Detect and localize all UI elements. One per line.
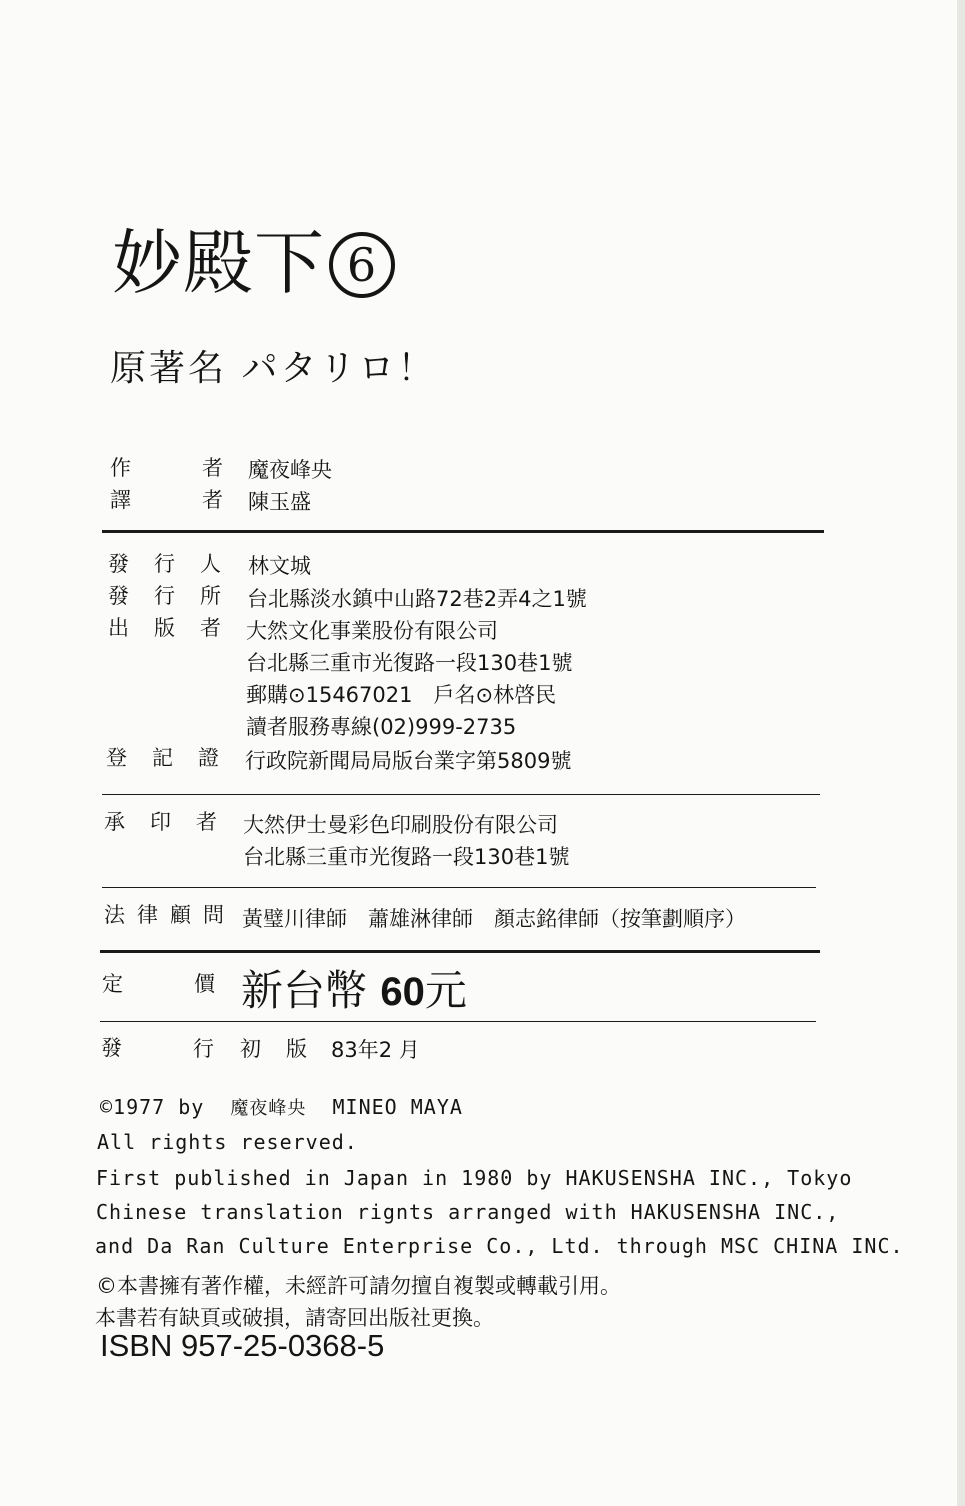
publisher-label-3: 者	[200, 616, 221, 640]
translation-rights: Chinese translation rignts arranged with HAKUSENSHA INC.,	[96, 1200, 840, 1224]
issuer-label-3: 人	[200, 552, 221, 576]
legal-counsel: 黃璧川律師 蕭雄淋律師 顏志銘律師（按筆劃順序）	[242, 907, 746, 931]
reader-hotline: 讀者服務專線(02)999-2735	[246, 715, 517, 739]
translator-name: 陳玉盛	[248, 490, 311, 514]
edition-date: 83年2 月	[331, 1038, 420, 1062]
isbn: ISBN 957-25-0368-5	[100, 1328, 385, 1363]
registration-label-2: 記	[152, 746, 173, 770]
publisher-name: 大然文化事業股份有限公司	[246, 619, 498, 643]
price-amount: 60	[380, 970, 425, 1014]
legal-label-2: 律	[137, 903, 158, 927]
divider-thick-2	[100, 950, 820, 953]
divider-thin-3	[100, 1021, 816, 1022]
printer-name: 大然伊士曼彩色印刷股份有限公司	[243, 813, 558, 837]
original-title: 原著名 パタリロ！	[110, 348, 437, 389]
registration-number: 行政院新聞局局版台業字第5809號	[245, 749, 572, 773]
rights-reserved: All rights reserved.	[97, 1130, 358, 1154]
title-main: 妙殿下	[112, 222, 325, 304]
printer-label-1: 承	[104, 810, 125, 834]
printer-label-2: 印	[150, 810, 171, 834]
first-published: First published in Japan in 1980 by HAKUSENSHA INC., Tokyo	[96, 1166, 853, 1190]
translator-label-a: 譯	[110, 488, 131, 512]
issuer-address: 台北縣淡水鎮中山路72巷2弄4之1號	[247, 587, 587, 611]
price-label-b: 價	[194, 972, 215, 996]
defect-notice: 本書若有缺頁或破損，請寄回出版社更換。	[95, 1306, 494, 1330]
issuer-label-1: 發	[108, 552, 129, 576]
copyright-line	[100, 1094, 463, 1120]
postal-order: 郵購⊙15467021 戶名⊙林啓民	[246, 683, 557, 707]
edition-label-a: 發	[101, 1036, 122, 1060]
publisher-label-1: 出	[108, 616, 129, 640]
issuer-name: 林文城	[248, 554, 311, 578]
book-title	[112, 222, 395, 304]
issuer-office-label-1: 發	[108, 584, 129, 608]
price-unit: 元	[424, 966, 467, 1015]
translator-label-b: 者	[202, 488, 223, 512]
legal-label-4: 問	[203, 903, 224, 927]
copyright-notice: ©本書擁有著作權，未經許可請勿擅自複製或轉載引用。	[96, 1274, 621, 1298]
volume-number: 6	[329, 232, 395, 298]
issuer-office-label-2: 行	[154, 584, 175, 608]
price-value	[241, 958, 467, 1018]
edition-label-2: 初	[240, 1037, 261, 1061]
printer-address: 台北縣三重市光復路一段130巷1號	[243, 845, 570, 869]
page-edge	[957, 0, 965, 1506]
registration-label-3: 證	[198, 746, 219, 770]
divider-thin-1	[102, 794, 820, 795]
divider-thin-2	[102, 887, 816, 888]
legal-label-1: 法	[104, 903, 125, 927]
author-name: 魔夜峰央	[248, 458, 332, 482]
issuer-label-2: 行	[154, 552, 175, 576]
printer-label-3: 者	[196, 810, 217, 834]
edition-label-1: 行	[193, 1037, 214, 1061]
author-label-a: 作	[110, 456, 131, 480]
copyright-prefix: ©1977 by	[100, 1095, 205, 1119]
translation-agency: and Da Ran Culture Enterprise Co., Ltd. through MSC CHINA INC.	[95, 1234, 904, 1258]
legal-label-3: 顧	[170, 903, 191, 927]
copyright-author-cn: 魔夜峰央	[230, 1098, 307, 1119]
price-currency: 新台幣	[241, 966, 368, 1015]
publisher-label-2: 版	[154, 616, 175, 640]
copyright-author-en: MINEO MAYA	[332, 1095, 463, 1119]
publisher-address: 台北縣三重市光復路一段130巷1號	[246, 651, 573, 675]
author-label-b: 者	[202, 456, 223, 480]
issuer-office-label-3: 所	[200, 584, 221, 608]
registration-label-1: 登	[106, 746, 127, 770]
edition-label-3: 版	[286, 1037, 307, 1061]
divider-thick-1	[102, 530, 824, 533]
price-label-a: 定	[102, 972, 123, 996]
